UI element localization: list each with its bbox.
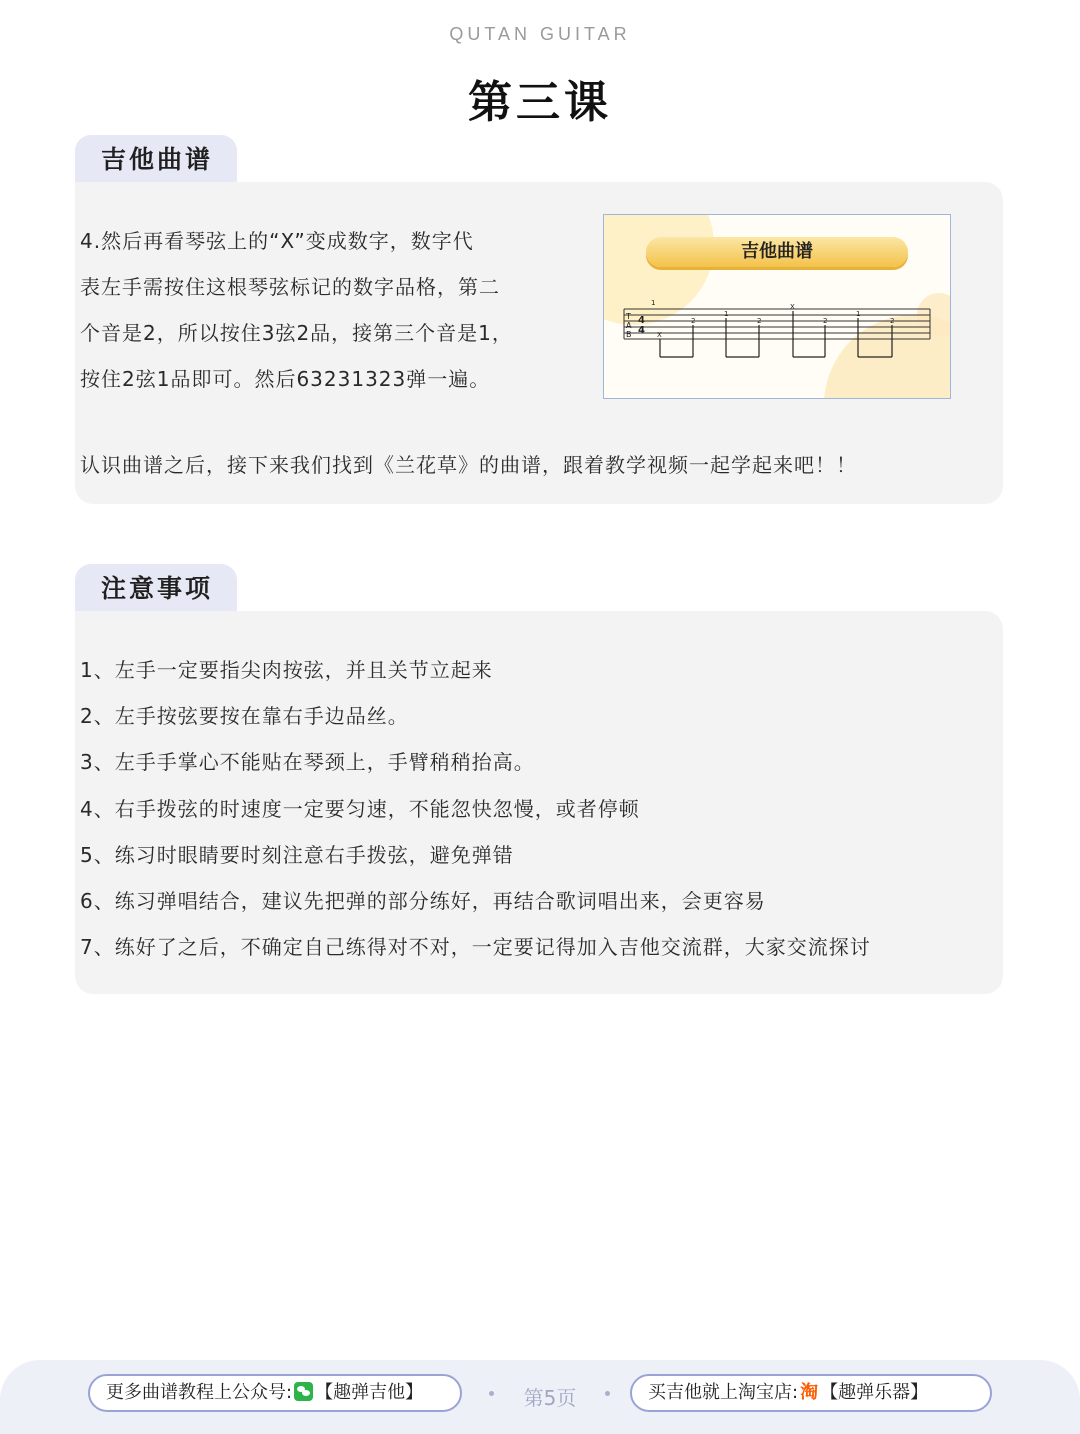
taobao-shop-name: 【趣弹乐器】 (820, 1382, 929, 1403)
svg-text:2: 2 (823, 317, 828, 325)
svg-text:1: 1 (724, 310, 729, 318)
list-item: 4、右手拨弦的时速度一定要匀速，不能忽快忽慢，或者停顿 (80, 796, 640, 821)
section-tab-notes: 注意事项 (75, 564, 237, 614)
svg-text:2: 2 (757, 317, 762, 325)
wechat-label: 更多曲谱教程上公众号: (106, 1382, 293, 1403)
time-sig-top: 4 (638, 315, 645, 326)
brand-name: QUTAN GUITAR (449, 24, 631, 44)
list-item: 7、练好了之后，不确定自己练得对不对，一定要记得加入吉他交流群，大家交流探讨 (80, 935, 871, 960)
taobao-icon: 淘 (800, 1382, 819, 1403)
svg-text:X: X (790, 303, 795, 311)
list-item: 6、练习弹唱结合，建议先把弹的部分练好，再结合歌词唱出来，会更容易 (80, 889, 766, 914)
taobao-label: 买吉他就上淘宝店: (648, 1382, 799, 1403)
tab-clef-a: A (626, 321, 632, 330)
svg-text:X: X (657, 331, 662, 339)
tab-clef-t: T (626, 312, 631, 321)
guitar-score-card (75, 182, 1003, 504)
svg-text:1: 1 (651, 299, 656, 307)
paragraph-line: 4.然后再看琴弦上的“X”变成数字，数字代 (80, 229, 474, 253)
wechat-account-link[interactable] (88, 1374, 462, 1412)
paragraph-line: 按住2弦1品即可。然后63231323弹一遍。 (80, 367, 491, 391)
taobao-shop-link[interactable] (630, 1374, 992, 1412)
list-item: 1、左手一定要指尖肉按弦，并且关节立起来 (80, 658, 493, 682)
list-item: 5、练习时眼睛要时刻注意右手拨弦，避免弹错 (80, 842, 514, 867)
list-item: 2、左手按弦要按在靠右手边品丝。 (80, 704, 409, 729)
paragraph-line: 表左手需按住这根琴弦标记的数字品格，第二 (80, 275, 500, 299)
wechat-account-name: 【趣弹吉他】 (315, 1382, 424, 1403)
separator-dot (605, 1391, 610, 1396)
page-title: 第三课 (468, 77, 612, 128)
tab-clef-b: B (626, 330, 632, 339)
closing-sentence: 认识曲谱之后，接下来我们找到《兰花草》的曲谱，跟着教学视频一起学起来吧！！ (80, 453, 857, 477)
guitar-tab-image (603, 214, 951, 399)
footer-bar (0, 1360, 1080, 1434)
page-number: 第5页 (523, 1386, 577, 1410)
tablature-staff (604, 215, 951, 399)
list-item: 3、左手手掌心不能贴在琴颈上，手臂稍稍抬高。 (80, 750, 535, 775)
section-tab-guitar-score: 吉他曲谱 (75, 135, 237, 185)
wechat-icon (294, 1382, 313, 1401)
tab-image-banner: 吉他曲谱 (646, 237, 908, 267)
svg-text:2: 2 (890, 317, 895, 325)
instruction-paragraph (80, 218, 560, 402)
svg-text:2: 2 (691, 317, 696, 325)
paragraph-line: 个音是2，所以按住3弦2品，接第三个音是1， (80, 321, 513, 345)
notes-list (80, 647, 871, 970)
notes-card (75, 611, 1003, 994)
time-sig-bottom: 4 (638, 325, 645, 336)
separator-dot (489, 1391, 494, 1396)
svg-text:1: 1 (856, 310, 861, 318)
